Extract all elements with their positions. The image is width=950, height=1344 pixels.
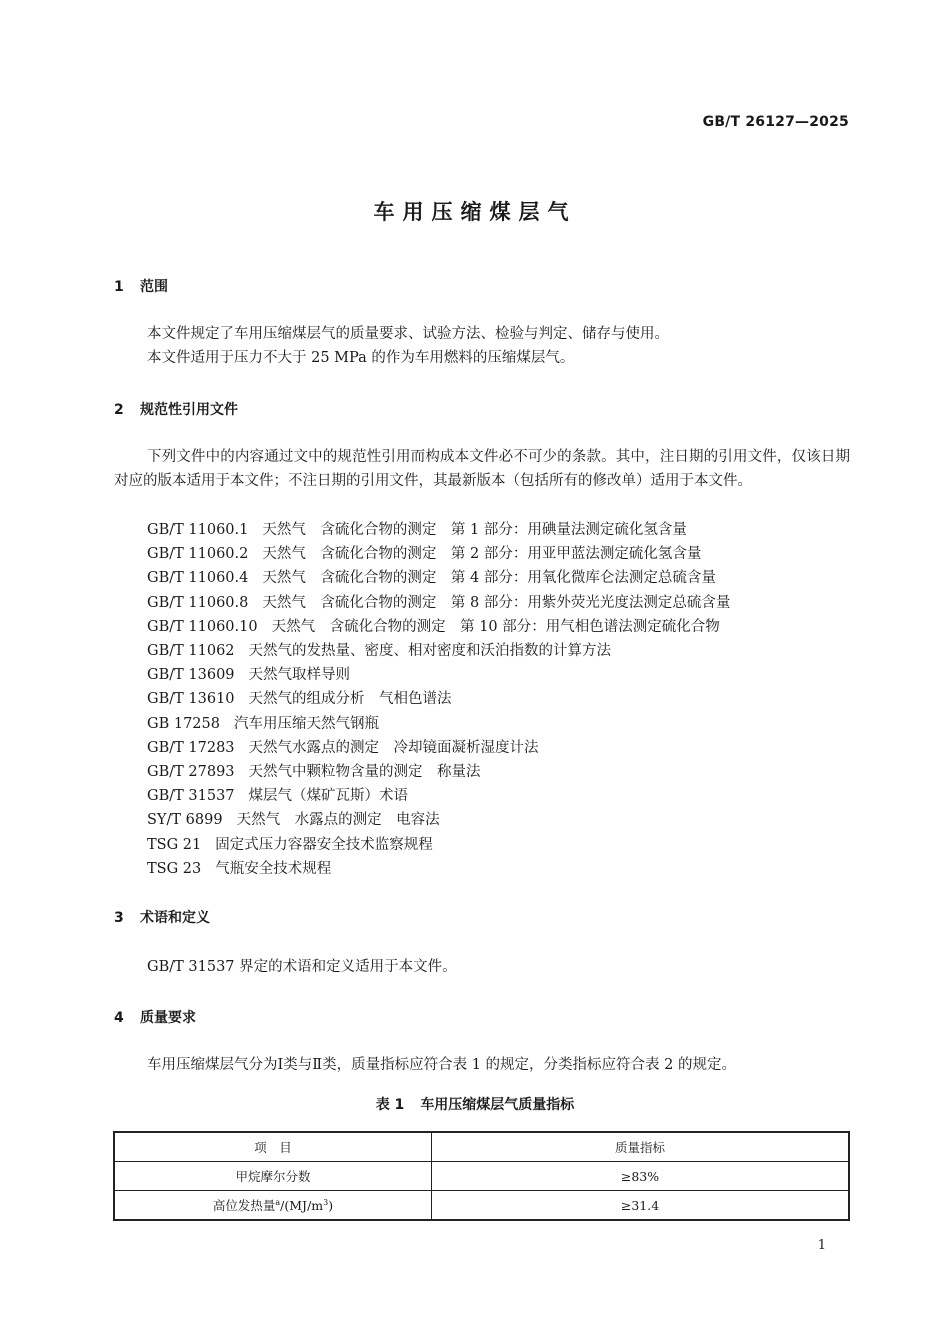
reference-item <box>147 857 730 881</box>
reference-code: GB/T 17283 <box>147 739 235 756</box>
reference-title: 天然气水露点的测定 冷却镜面凝析湿度计法 <box>248 739 539 756</box>
table-cell-value: ≥83% <box>432 1162 850 1191</box>
reference-code: GB/T 11060.10 <box>147 618 258 635</box>
quality-indicator-table <box>113 1131 850 1221</box>
table-header-value: 质量指标 <box>432 1132 850 1162</box>
reference-title: 气瓶安全技术规程 <box>215 860 332 877</box>
table-row <box>114 1162 849 1191</box>
reference-item <box>147 808 730 832</box>
table-header-item: 项 目 <box>114 1132 432 1162</box>
reference-item <box>147 615 730 639</box>
reference-item <box>147 784 730 808</box>
reference-code: GB/T 27893 <box>147 764 235 781</box>
reference-item <box>147 591 730 615</box>
unit-exponent: 3 <box>323 1197 329 1207</box>
reference-title: 天然气的发热量、密度、相对密度和沃泊指数的计算方法 <box>248 643 612 660</box>
section-number: 4 <box>114 1010 124 1026</box>
table-header-row <box>114 1132 849 1162</box>
reference-item <box>147 760 730 784</box>
reference-code: GB/T 13609 <box>147 667 235 684</box>
section-2-heading <box>114 399 238 419</box>
reference-title: 天然气 水露点的测定 电容法 <box>236 812 440 829</box>
table-row <box>114 1191 849 1221</box>
section-4-heading <box>114 1007 196 1027</box>
reference-title: 天然气 含硫化合物的测定 第 8 部分：用紫外荧光光度法测定总硫含量 <box>262 594 731 611</box>
item-unit: /(MJ/m <box>280 1198 324 1213</box>
reference-item <box>147 687 730 711</box>
table-title: 车用压缩煤层气质量指标 <box>420 1097 575 1113</box>
section-title: 术语和定义 <box>140 910 210 926</box>
table-label: 表 1 <box>375 1097 405 1113</box>
reference-title: 天然气的组成分析 气相色谱法 <box>248 691 452 708</box>
reference-item <box>147 833 730 857</box>
reference-item <box>147 566 730 590</box>
reference-code: GB/T 11060.8 <box>147 594 249 611</box>
section-number: 1 <box>114 279 124 295</box>
reference-code: GB/T 31537 <box>147 788 235 805</box>
reference-title: 天然气 含硫化合物的测定 第 10 部分：用气相色谱法测定硫化合物 <box>271 618 720 635</box>
section-title: 范围 <box>140 279 168 295</box>
table-cell-value: ≥31.4 <box>432 1191 850 1221</box>
section-2-paragraph: 下列文件中的内容通过文中的规范性引用而构成本文件必不可少的条款。其中，注日期的引用文件，仅该日期对应的版本适用于本文件；不注日期的引用文件，其最新版本（包括所有的修改单）适用于本文件。 <box>114 449 850 489</box>
reference-title: 固定式压力容器安全技术监察规程 <box>215 836 433 853</box>
reference-item <box>147 542 730 566</box>
table-1-caption <box>0 1094 950 1114</box>
reference-title: 天然气 含硫化合物的测定 第 2 部分：用亚甲蓝法测定硫化氢含量 <box>262 546 702 563</box>
document-title: 车用压缩煤层气 <box>373 200 577 224</box>
reference-code: TSG 21 <box>147 836 202 853</box>
footnote-marker: a <box>275 1197 281 1207</box>
section-number: 3 <box>114 910 124 926</box>
item-unit-close: ) <box>328 1198 334 1213</box>
reference-title: 汽车用压缩天然气钢瓶 <box>233 715 379 732</box>
reference-code: TSG 23 <box>147 860 202 877</box>
table-cell-item: 甲烷摩尔分数 <box>114 1162 432 1191</box>
reference-code: GB 17258 <box>147 715 220 732</box>
section-title: 规范性引用文件 <box>140 402 238 418</box>
reference-code: GB/T 11062 <box>147 643 235 660</box>
item-name: 高位发热量 <box>212 1198 276 1213</box>
section-number: 2 <box>114 402 124 418</box>
normative-references-list <box>147 518 730 881</box>
reference-code: GB/T 13610 <box>147 691 235 708</box>
reference-item <box>147 712 730 736</box>
section-1-heading <box>114 276 168 296</box>
section-title: 质量要求 <box>140 1010 196 1026</box>
reference-code: GB/T 11060.1 <box>147 522 249 538</box>
reference-title: 天然气 含硫化合物的测定 第 4 部分：用氧化微库仑法测定总硫含量 <box>262 570 716 587</box>
reference-code: GB/T 11060.4 <box>147 570 249 587</box>
reference-title: 煤层气（煤矿瓦斯）术语 <box>248 788 409 805</box>
reference-item <box>147 639 730 663</box>
reference-title: 天然气中颗粒物含量的测定 称量法 <box>248 764 481 781</box>
reference-item <box>147 663 730 687</box>
reference-title: 天然气取样导则 <box>248 667 351 684</box>
section-3-paragraph: GB/T 31537 界定的术语和定义适用于本文件。 <box>147 959 457 975</box>
table-cell-item <box>114 1191 432 1221</box>
reference-title: 天然气 含硫化合物的测定 第 1 部分：用碘量法测定硫化氢含量 <box>262 522 687 538</box>
reference-item <box>147 736 730 760</box>
section-3-heading <box>114 907 210 927</box>
standard-code: GB/T 26127—2025 <box>702 114 849 130</box>
page-number: 1 <box>817 1238 826 1253</box>
reference-code: GB/T 11060.2 <box>147 546 249 563</box>
section-1-paragraph-1: 本文件规定了车用压缩煤层气的质量要求、试验方法、检验与判定、储存与使用。 <box>147 326 669 342</box>
section-1-paragraph-2: 本文件适用于压力不大于 25 MPa 的作为车用燃料的压缩煤层气。 <box>147 350 575 366</box>
section-4-paragraph: 车用压缩煤层气分为Ⅰ类与Ⅱ类，质量指标应符合表 1 的规定，分类指标应符合表 2 的规定。 <box>147 1057 736 1073</box>
reference-code: SY/T 6899 <box>147 812 223 829</box>
reference-item <box>147 518 730 542</box>
